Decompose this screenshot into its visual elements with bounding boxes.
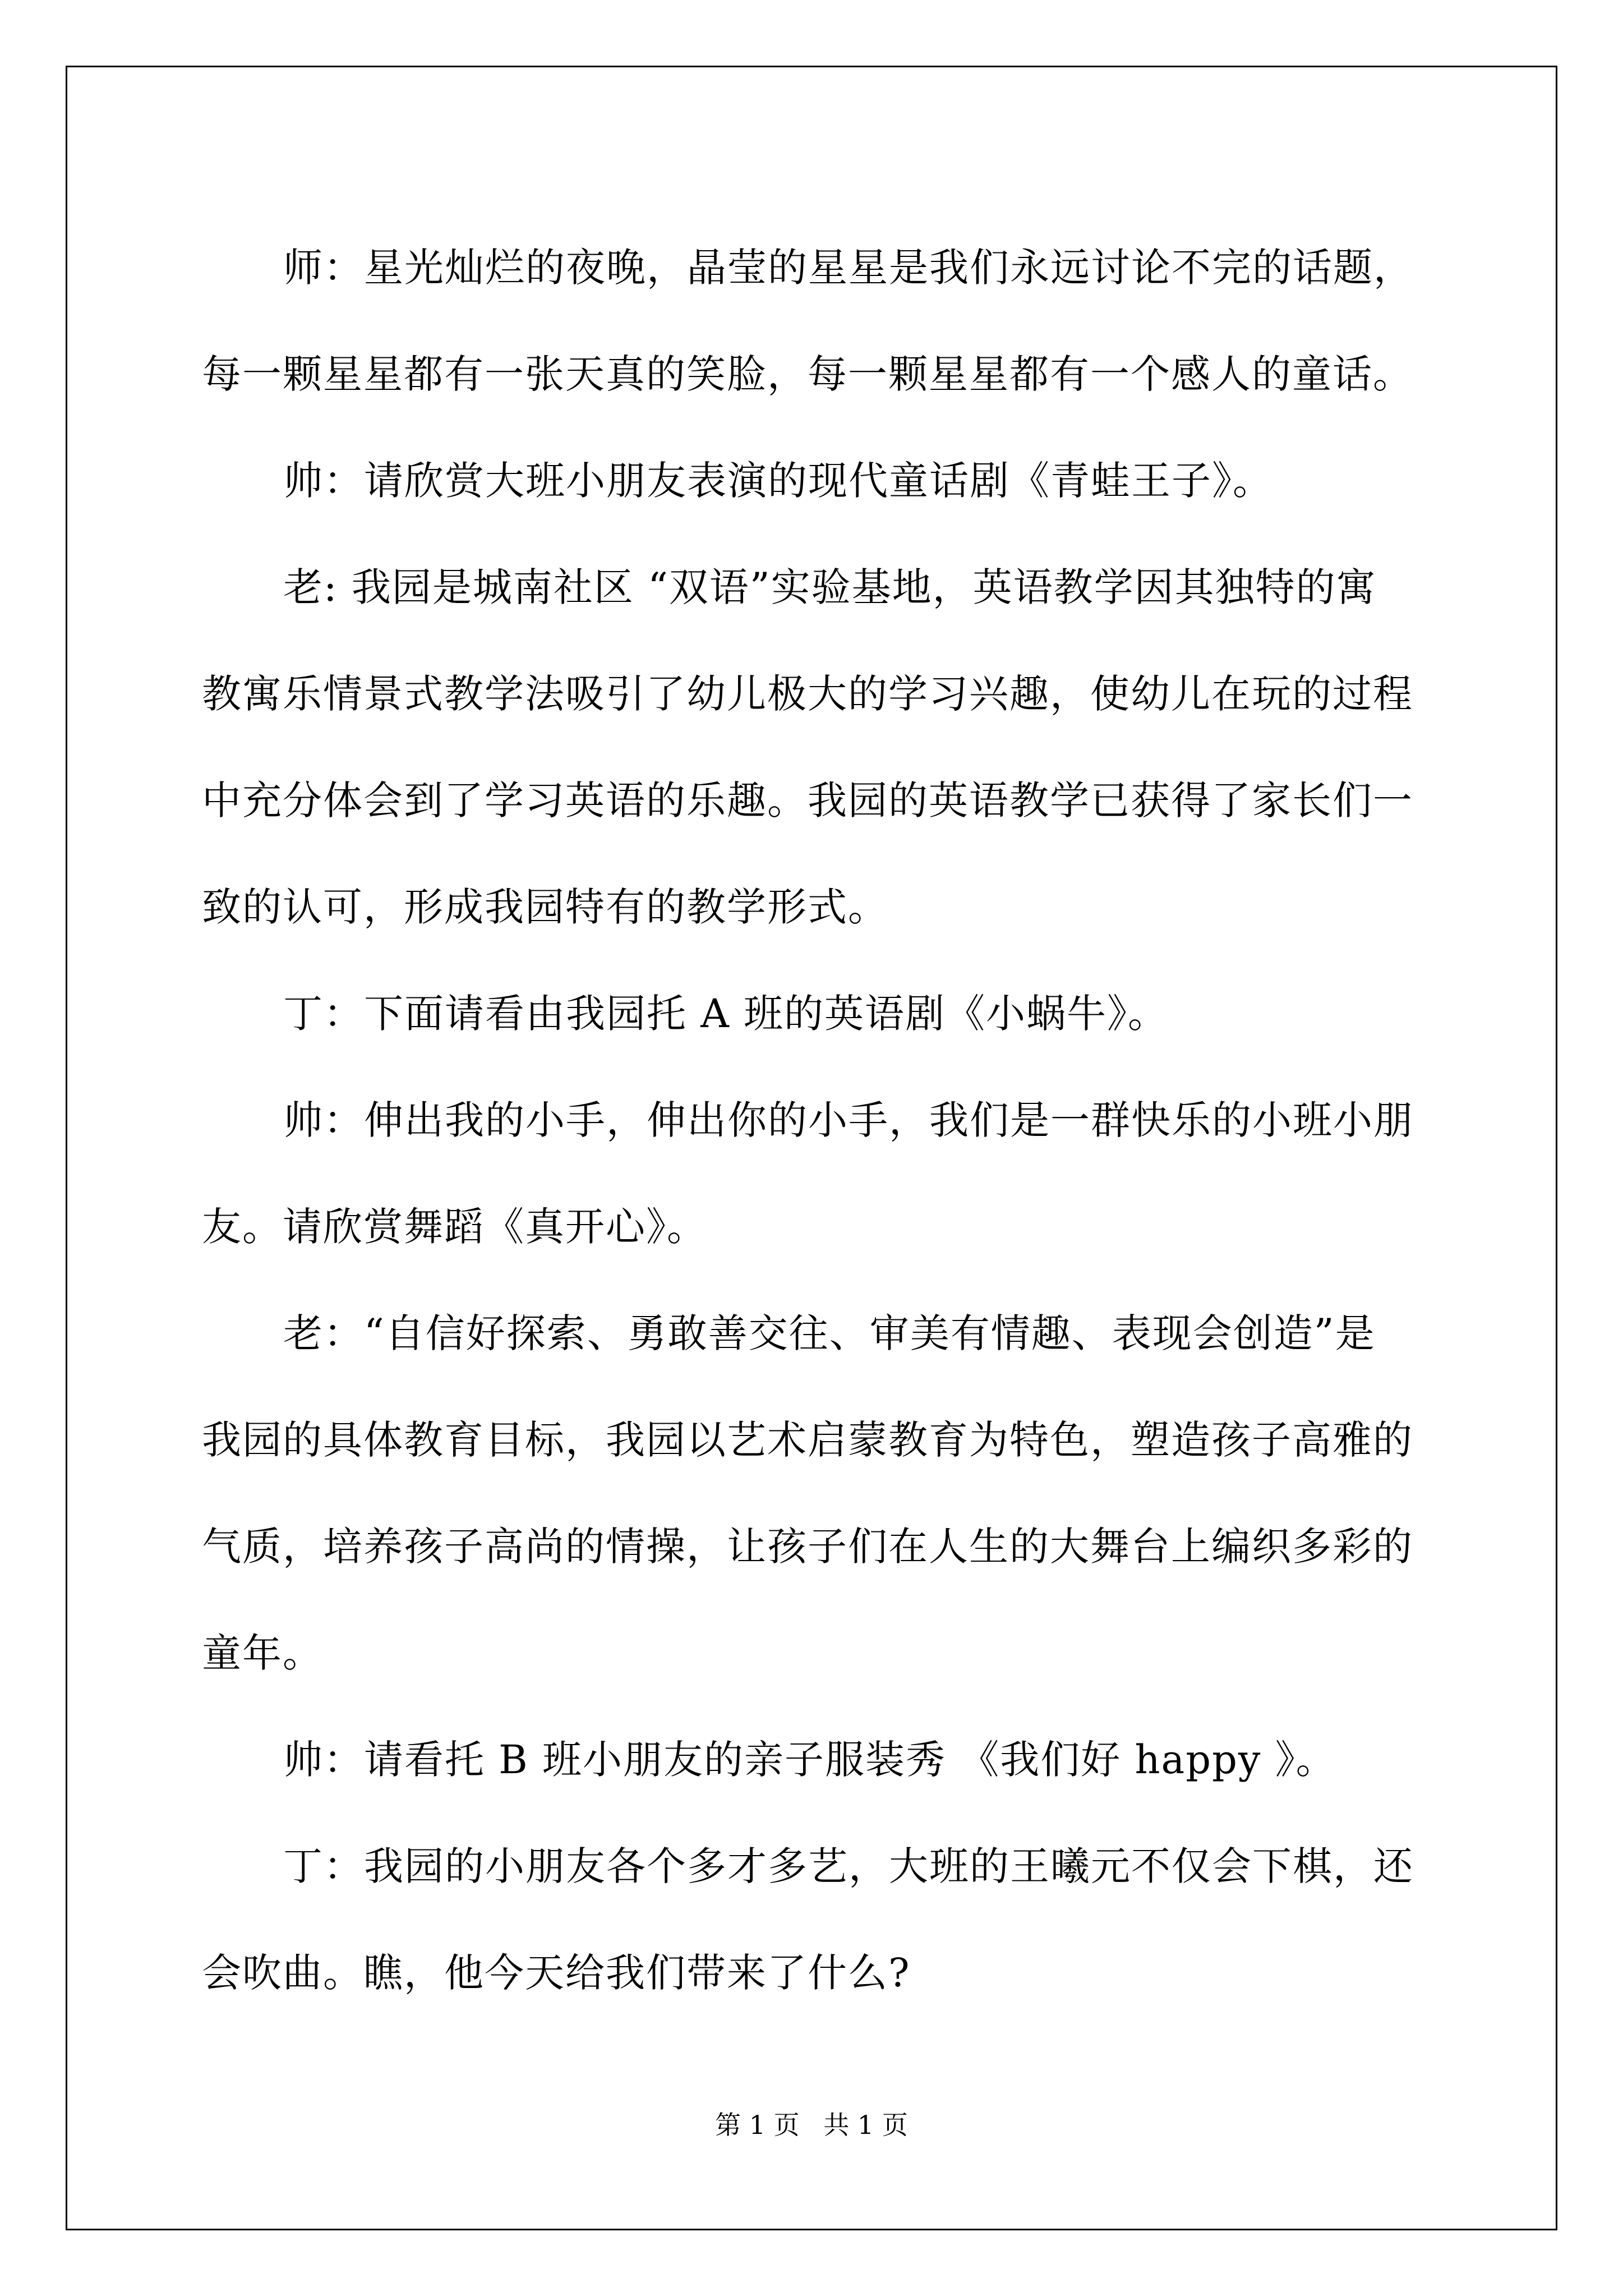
text-line: 友。请欣赏舞蹈《真开心》。 <box>202 1204 707 1250</box>
text-line: 气质，培养孩子高尚的情操，让孩子们在人生的大舞台上编织多彩的 <box>202 1524 1413 1570</box>
text-line: 丁：下面请看由我园托 A 班的英语剧《小蜗牛》。 <box>283 991 1169 1037</box>
text-line: 致的认可，形成我园特有的教学形式。 <box>202 884 888 930</box>
page-number: 第 1 页 <box>715 2110 800 2140</box>
text-line: 帅：请欣赏大班小朋友表演的现代童话剧《青蛙王子》。 <box>283 458 1273 504</box>
text-line: 童年。 <box>202 1630 323 1676</box>
text-line: 帅：伸出我的小手，伸出你的小手，我们是一群快乐的小班小朋 <box>283 1097 1414 1143</box>
text-line: 老：“自信好探索、勇敢善交往、审美有情趣、表现会创造”是 <box>283 1310 1376 1356</box>
text-line: 会吹曲。瞧，他今天给我们带来了什么? <box>202 1950 911 1996</box>
text-line: 帅：请看托 B 班小朋友的亲子服装秀 《我们好 happy 》。 <box>283 1737 1336 1783</box>
text-line: 教寓乐情景式教学法吸引了幼儿极大的学习兴趣，使幼儿在玩的过程 <box>202 671 1413 717</box>
page-total: 共 1 页 <box>823 2110 908 2140</box>
text-line: 每一颗星星都有一张天真的笑脸，每一颗星星都有一个感人的童话。 <box>202 351 1413 397</box>
text-line: 丁：我园的小朋友各个多才多艺，大班的王曦元不仅会下棋，还 <box>283 1843 1414 1889</box>
document-body <box>202 214 1422 2026</box>
text-line: 中充分体会到了学习英语的乐趣。我园的英语教学已获得了家长们一 <box>202 777 1413 823</box>
page-footer <box>0 2108 1623 2142</box>
text-line: 我园的具体教育目标，我园以艺术启蒙教育为特色，塑造孩子高雅的 <box>202 1417 1413 1463</box>
text-line: 老: 我园是城南社区 “双语”实验基地，英语教学因其独特的寓 <box>283 564 1377 610</box>
text-line: 师：星光灿烂的夜晚，晶莹的星星是我们永远讨论不完的话题， <box>283 245 1414 291</box>
